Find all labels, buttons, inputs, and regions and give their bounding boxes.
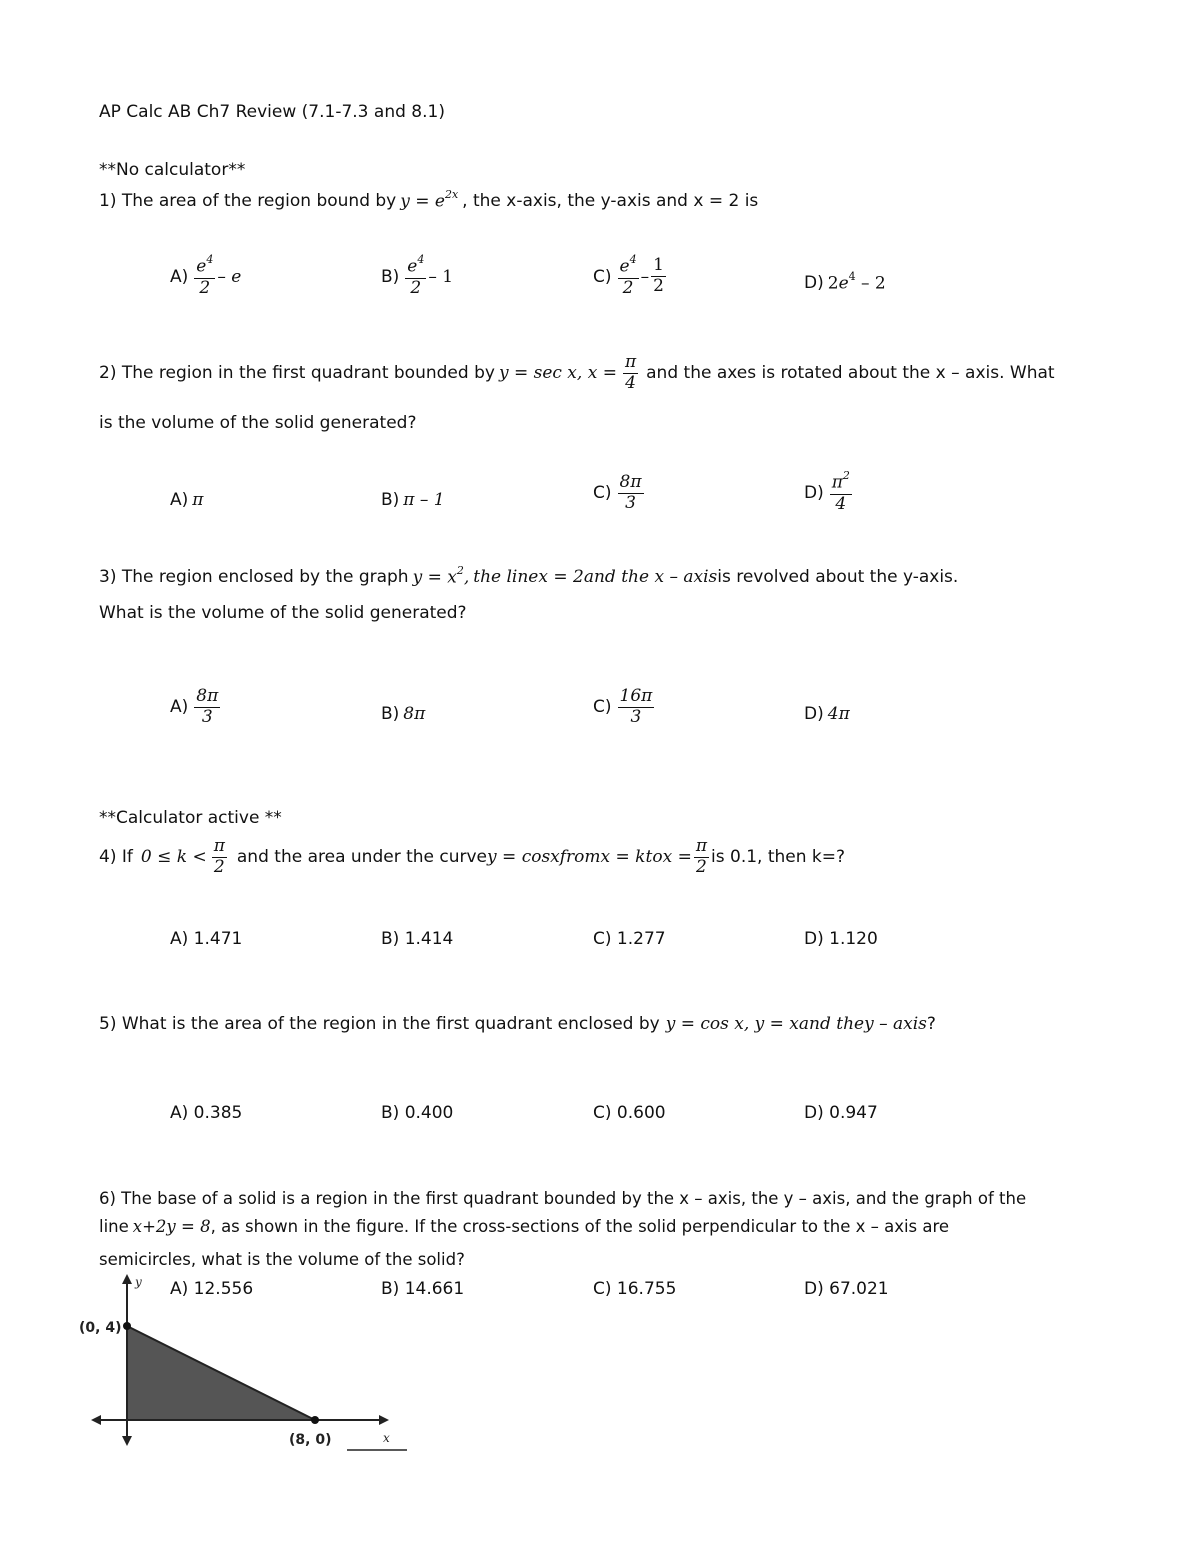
q4-text-to: to <box>645 847 663 868</box>
q3-line-eq: x = 2 <box>538 566 584 587</box>
q6-line-3: semicircles, what is the volume of the solid? <box>99 1250 465 1269</box>
question-2 <box>99 354 1055 393</box>
q4-x-eq-k: x = k <box>600 847 646 868</box>
label-x-axis: x <box>383 1431 390 1445</box>
q4-choice-b[interactable]: B) 1.414 <box>381 929 454 949</box>
q5-choice-c[interactable]: C) 0.600 <box>593 1103 666 1123</box>
q2-choice-c-fraction: $\frac{8\pi}{3}$ <box>619 472 642 513</box>
q5-choice-b[interactable]: B) 0.400 <box>381 1103 454 1123</box>
q3-line-2: What is the volume of the solid generated? <box>99 603 467 623</box>
q1-text-post: , the x-axis, the y-axis and x = 2 is <box>462 190 759 211</box>
q3-choice-c-label: C) <box>593 697 612 718</box>
q1-choice-b-fraction: $\frac{e^4}{2}$ <box>407 253 425 298</box>
q5-choice-a[interactable]: A) 0.385 <box>170 1103 243 1123</box>
q1-choice-b[interactable]: B) $\frac{e^4}{2}$ – 1 <box>381 253 454 298</box>
q2-choice-c[interactable] <box>593 474 646 513</box>
x-axis-arrow-left <box>91 1415 101 1425</box>
q1-choice-c-fraction-2: $\frac{1}{2}$ <box>653 255 664 297</box>
point-y-intercept <box>123 1322 131 1330</box>
q6-choice-c[interactable]: C) 16.755 <box>593 1279 677 1299</box>
q3-choice-a[interactable] <box>170 688 222 727</box>
q1-choice-c[interactable]: C) $\frac{e^4}{2}$ – $\frac{1}{2}$ <box>593 253 664 298</box>
q4-text-post: is 0.1, then k=? <box>711 847 846 868</box>
q2-equation: y = sec x, x = <box>498 363 617 384</box>
q3-text-mid: the line <box>473 566 539 587</box>
q6-line-2-post: , as shown in the figure. If the cross-sections of the solid perpendicular to the x – axis are <box>210 1217 950 1236</box>
q2-choice-d[interactable] <box>804 469 854 514</box>
question-3 <box>99 566 958 588</box>
q2-choice-d-fraction: $\frac{\pi^2}{4}$ <box>831 469 850 514</box>
q1-choice-a-fraction: $\frac{e^4}{2}$ <box>196 253 214 298</box>
q5-text-and: and the <box>798 1014 865 1034</box>
q5-y-axis: y – axis <box>864 1014 927 1034</box>
q6-choice-a[interactable]: A) 12.556 <box>170 1279 254 1299</box>
q6-choice-b[interactable]: B) 14.661 <box>381 1279 465 1299</box>
q1-text-pre: 1) The area of the region bound by <box>99 190 397 211</box>
q2-choice-a-label: A) <box>170 490 189 510</box>
q4-text-pre: 4) If <box>99 847 133 868</box>
q6-line-2 <box>99 1217 949 1236</box>
q2-text-post: and the axes is rotated about the x – axis. What <box>646 363 1055 384</box>
q2-choice-d-label: D) <box>804 482 824 503</box>
q2-choice-c-label: C) <box>593 483 612 504</box>
q1-choice-d[interactable]: D) $2e^4 - 2$ <box>804 270 886 294</box>
q1-choice-a[interactable]: A) $\frac{e^4}{2}$ – e <box>170 253 242 298</box>
q4-text-from: from <box>559 847 601 868</box>
question-1 <box>99 190 758 212</box>
label-y-axis: y <box>135 1275 142 1289</box>
question-4 <box>99 838 845 877</box>
q4-inequality: 0 ≤ k < <box>140 847 207 868</box>
label-y-intercept: (0, 4) <box>79 1320 122 1336</box>
q3-choice-d[interactable]: D) 4π <box>804 704 850 724</box>
q1-choice-c-label: C) <box>593 266 612 287</box>
q4-fraction-1: $\frac{\pi}{2}$ <box>213 836 225 877</box>
q1-choice-a-label: A) <box>170 266 189 287</box>
page-title: AP Calc AB Ch7 Review (7.1-7.3 and 8.1) <box>99 102 445 122</box>
q1-equation: $y = e^{2x}$ <box>400 188 459 212</box>
q1-choice-c-fraction-1: $\frac{e^4}{2}$ <box>619 253 637 298</box>
y-axis-arrow-up <box>122 1274 132 1284</box>
q2-choice-b-label: B) <box>381 490 400 510</box>
q2-text-pre: 2) The region in the first quadrant bounded by <box>99 363 495 384</box>
no-calculator-header: **No calculator** <box>99 160 246 180</box>
q4-choice-d[interactable]: D) 1.120 <box>804 929 878 949</box>
q6-choice-d[interactable]: D) 67.021 <box>804 1279 889 1299</box>
y-axis-arrow-down <box>122 1436 132 1446</box>
q3-choice-b[interactable]: B) 8π <box>381 704 426 724</box>
q6-line-1: 6) The base of a solid is a region in the first quadrant bounded by the x – axis, the y – axis, and the graph of the <box>99 1189 1027 1208</box>
q4-text-mid: and the area under the curve <box>236 847 488 868</box>
q3-choice-c-fraction: $\frac{16\pi}{3}$ <box>619 686 653 727</box>
q6-line-2-pre: line <box>99 1217 129 1236</box>
q3-equation: $y = x^2$, <box>412 564 470 588</box>
q2-choice-b[interactable]: B) π – 1 <box>381 490 445 510</box>
q5-equation: y = cos x, y = x <box>665 1014 799 1034</box>
q3-text-post: is revolved about the y-axis. <box>717 566 959 587</box>
label-x-intercept: (8, 0) <box>289 1432 332 1448</box>
q3-text-pre: 3) The region enclosed by the graph <box>99 566 409 587</box>
q3-choice-a-fraction: $\frac{8\pi}{3}$ <box>196 686 219 727</box>
q5-choice-d[interactable]: D) 0.947 <box>804 1103 878 1123</box>
q6-figure <box>75 1270 415 1490</box>
q4-fraction-2: $\frac{\pi}{2}$ <box>695 836 708 877</box>
q1-choice-d-label: D) <box>804 272 824 293</box>
q3-choice-a-label: A) <box>170 697 189 718</box>
question-5 <box>99 1014 936 1034</box>
calculator-active-header: **Calculator active ** <box>99 808 282 828</box>
q4-choice-c[interactable]: C) 1.277 <box>593 929 666 949</box>
q4-x-eq: x = <box>662 847 692 868</box>
q3-choice-c[interactable] <box>593 688 656 727</box>
q5-text-post: ? <box>926 1014 936 1034</box>
q3-choice-d-label: D) <box>804 704 824 724</box>
point-x-intercept <box>311 1416 319 1424</box>
x-axis-arrow-right <box>379 1415 389 1425</box>
q2-line-2: is the volume of the solid generated? <box>99 413 417 433</box>
q3-text-mid2: and the x – axis <box>583 566 718 587</box>
q4-curve: y = cosx <box>487 847 560 868</box>
q2-choice-a[interactable]: A) π <box>170 490 204 510</box>
q2-fraction: $\frac{\pi}{4}$ <box>624 352 637 393</box>
q4-choice-a[interactable]: A) 1.471 <box>170 929 243 949</box>
q5-text-pre: 5) What is the area of the region in the first quadrant enclosed by <box>99 1014 660 1034</box>
q3-choice-b-label: B) <box>381 704 400 724</box>
q1-choice-b-label: B) <box>381 266 400 287</box>
q6-line-equation: x+2y = 8 <box>132 1217 211 1236</box>
